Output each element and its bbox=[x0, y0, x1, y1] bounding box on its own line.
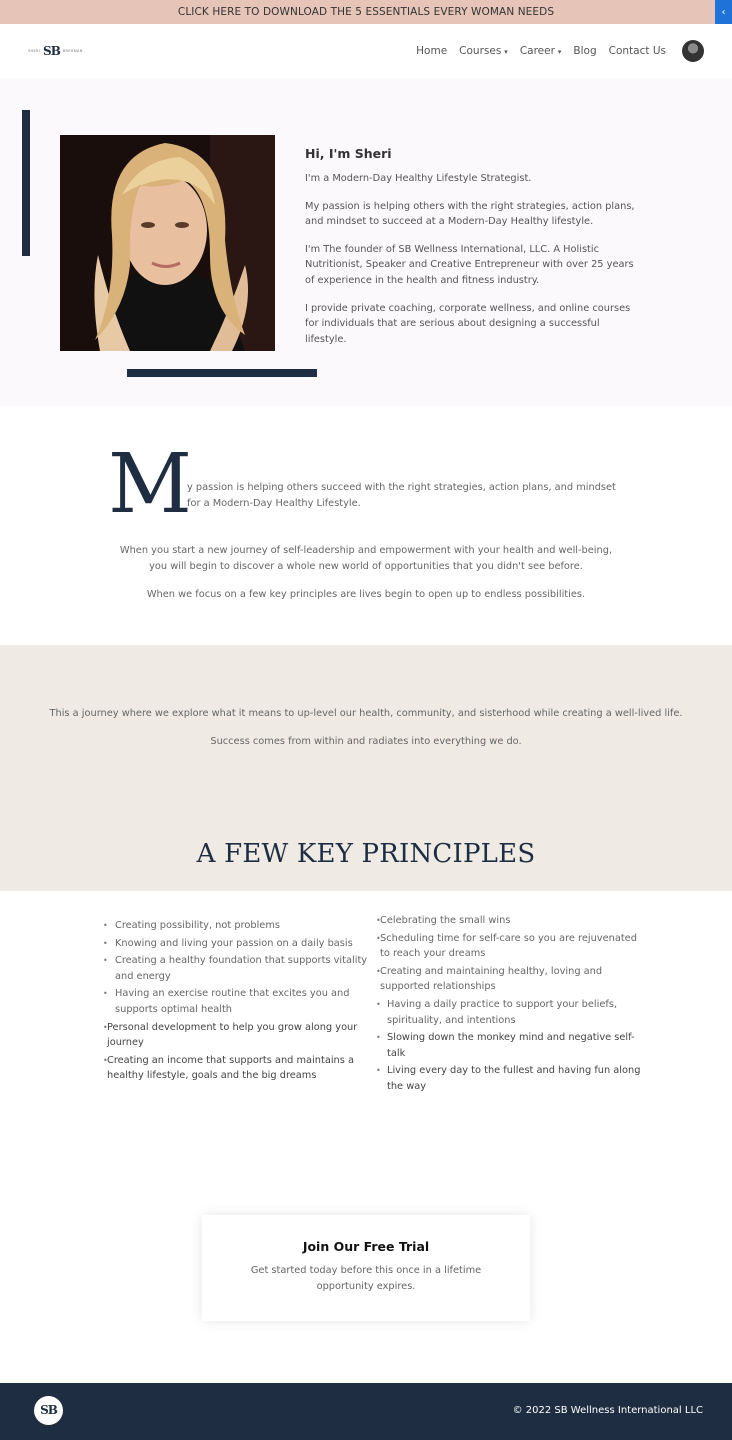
journey-paragraph: Success comes from within and radiates into everything we do. bbox=[210, 736, 522, 747]
promo-banner[interactable] bbox=[0, 0, 732, 24]
logo-mark: SB bbox=[43, 44, 60, 58]
decorative-vertical-bar bbox=[22, 110, 30, 256]
chevron-down-icon: ▾ bbox=[504, 48, 508, 56]
principles-list-right bbox=[380, 913, 642, 1097]
journey-section bbox=[0, 645, 732, 891]
list-item: • Slowing down the monkey mind and negative self-talk bbox=[380, 1030, 642, 1061]
nav-label: Home bbox=[416, 45, 448, 57]
list-item: • Scheduling time for self-care so you are rejuvenated to reach your dreams bbox=[380, 931, 642, 962]
nav-item-courses[interactable] bbox=[459, 45, 508, 57]
list-item: • Celebrating the small wins bbox=[380, 913, 642, 929]
promo-banner-text[interactable]: CLICK HERE TO DOWNLOAD THE 5 ESSENTIALS EVERY WOMAN NEEDS bbox=[177, 6, 555, 18]
drop-cap: M bbox=[108, 437, 192, 532]
user-avatar-icon[interactable] bbox=[682, 40, 704, 62]
chevron-down-icon: ▾ bbox=[557, 48, 562, 56]
list-item: • Personal development to help you grow along your journey bbox=[107, 1020, 369, 1051]
site-footer bbox=[0, 1383, 732, 1440]
about-paragraph: I'm The founder of SB Wellness International, LLC. A Holistic Nutritionist, Speaker and Creative Entrepreneur with over 25 years of experience in the health and fitness industry. bbox=[305, 243, 634, 286]
chevron-left-icon: ‹ bbox=[721, 7, 726, 18]
list-item: • Having a daily practice to support your beliefs, spirituality, and intentions bbox=[380, 997, 642, 1028]
footer-logo[interactable]: SB bbox=[34, 1396, 63, 1425]
nav-item-contact-us[interactable] bbox=[609, 45, 666, 57]
list-item: • Knowing and living your passion on a daily basis bbox=[107, 936, 369, 952]
principles-section bbox=[0, 891, 732, 1191]
nav-label: Blog bbox=[573, 45, 597, 57]
list-item: • Creating a healthy foundation that supports vitality and energy bbox=[107, 953, 369, 984]
passion-paragraph: When you start a new journey of self-leadership and empowerment with your health and well-being, you will begin to discover a whole new world of opportunities that you didn't see before. bbox=[119, 545, 613, 572]
passion-section bbox=[0, 406, 732, 645]
portrait-illustration bbox=[60, 135, 275, 351]
nav-label: Courses bbox=[459, 45, 502, 57]
about-paragraph: I'm a Modern-Day Healthy Lifestyle Strategist. bbox=[305, 173, 532, 184]
principles-list-left bbox=[107, 918, 369, 1086]
side-tab-button[interactable] bbox=[715, 0, 732, 26]
passion-paragraph: When we focus on a few key principles are lives begin to open up to endless possibilities. bbox=[146, 589, 586, 600]
nav-label: Career bbox=[519, 45, 555, 57]
about-text bbox=[305, 146, 635, 359]
list-item: • Creating possibility, not problems bbox=[107, 918, 369, 934]
profile-photo bbox=[60, 135, 275, 351]
decorative-horizontal-bar bbox=[127, 369, 317, 377]
list-item: • Creating and maintaining healthy, loving and supported relationships bbox=[380, 964, 642, 995]
nav-item-home[interactable] bbox=[416, 45, 447, 57]
passion-intro: y passion is helping others succeed with the right strategies, action plans, and mindset for a Modern-Day Healthy Lifestyle. bbox=[187, 482, 616, 509]
about-paragraph: My passion is helping others with the right strategies, action plans, and mindset to succeed at a Modern-Day Healthy lifestyle. bbox=[305, 200, 635, 228]
site-header bbox=[0, 24, 732, 78]
journey-paragraph: This a journey where we explore what it means to up-level our health, community, and sisterhood while creating a well-lived life. bbox=[49, 708, 683, 719]
main-nav bbox=[416, 24, 666, 78]
free-trial-card[interactable] bbox=[202, 1215, 530, 1321]
about-hero bbox=[0, 78, 732, 406]
logo-first-name: SHERI bbox=[28, 49, 41, 53]
free-trial-title: Join Our Free Trial bbox=[302, 1239, 430, 1254]
principles-title: A FEW KEY PRINCIPLES bbox=[196, 839, 536, 869]
about-heading: Hi, I'm Sheri bbox=[305, 146, 392, 161]
logo-last-name: BREHMAN bbox=[62, 49, 83, 53]
site-logo[interactable] bbox=[28, 42, 84, 60]
nav-item-career[interactable] bbox=[520, 45, 562, 57]
nav-label: Contact Us bbox=[608, 45, 666, 57]
copyright-text: © 2022 SB Wellness International LLC bbox=[512, 1405, 703, 1416]
list-item: • Creating an income that supports and maintains a healthy lifestyle, goals and the big dreams bbox=[107, 1053, 369, 1084]
nav-item-blog[interactable] bbox=[573, 45, 596, 57]
list-item: • Having an exercise routine that excites you and supports optimal health bbox=[107, 986, 369, 1017]
list-item: • Living every day to the fullest and having fun along the way bbox=[380, 1063, 642, 1094]
free-trial-text: Get started today before this once in a lifetime opportunity expires. bbox=[250, 1265, 482, 1292]
about-paragraph: I provide private coaching, corporate wellness, and online courses for individuals that are serious about designing a successful lifestyle. bbox=[305, 302, 631, 345]
